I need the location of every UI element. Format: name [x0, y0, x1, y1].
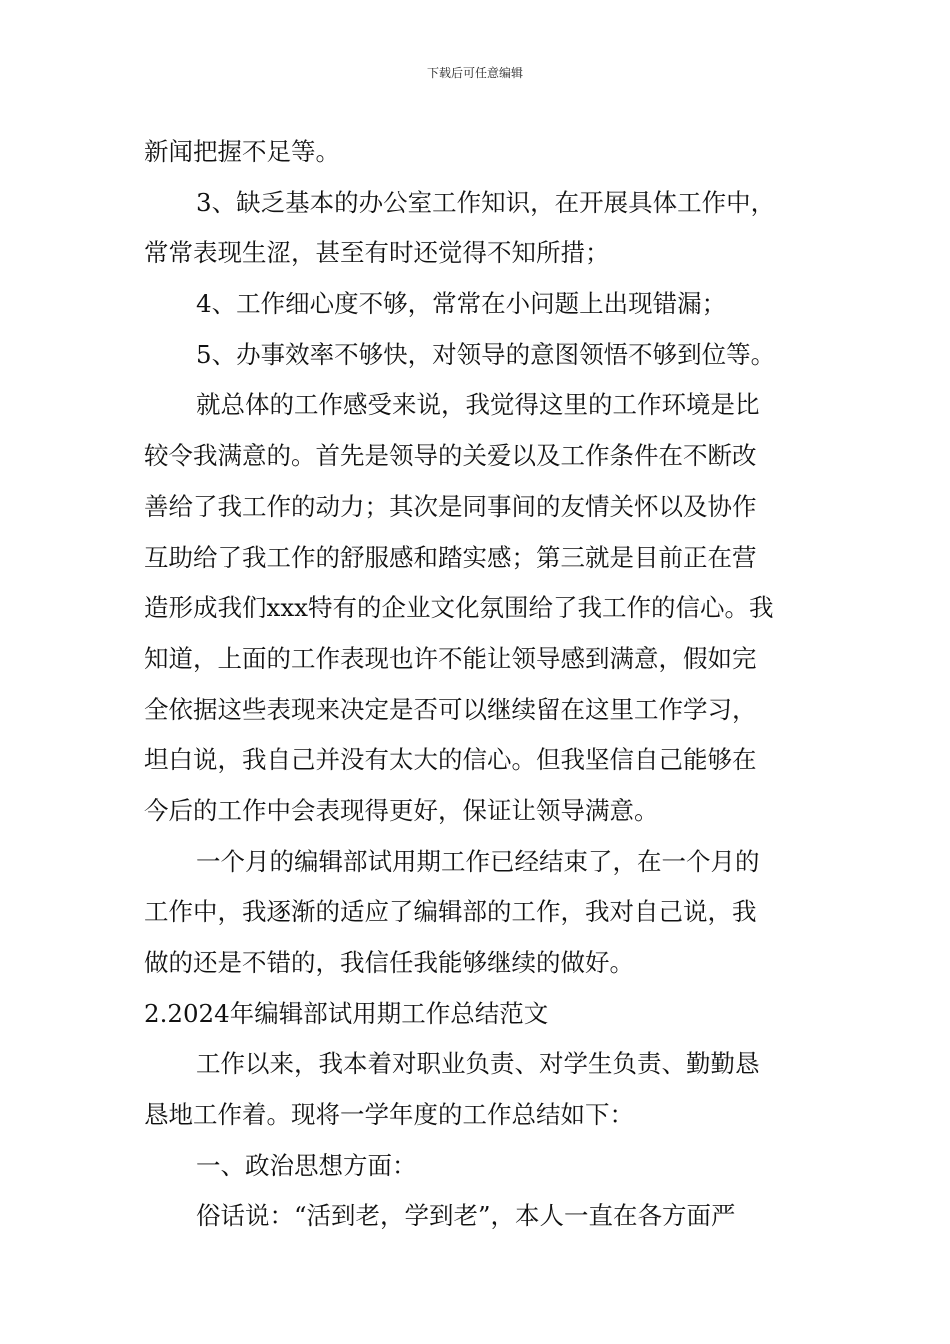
- text-line: 全依据这些表现来决定是否可以继续留在这里工作学习，: [144, 694, 757, 724]
- document-body: [144, 127, 808, 1242]
- text-line: 工作中，我逐渐的适应了编辑部的工作，我对自己说，我: [144, 897, 757, 927]
- text-line: 常常表现生涩，甚至有时还觉得不知所措；: [144, 238, 610, 268]
- subsection-heading: 一、政治思想方面：: [196, 1150, 417, 1180]
- list-item-3: 3、缺乏基本的办公室工作知识，在开展具体工作中，: [196, 187, 776, 217]
- section-heading: 2.2024年编辑部试用期工作总结范文: [144, 998, 549, 1028]
- text-line: 善给了我工作的动力；其次是同事间的友情关怀以及协作: [144, 491, 757, 521]
- text-line: 较令我满意的。首先是领导的关爱以及工作条件在不断改: [144, 441, 757, 471]
- text-line: 知道，上面的工作表现也许不能让领导感到满意，假如完: [144, 643, 757, 673]
- text-line: 造形成我们xxx特有的企业文化氛围给了我工作的信心。我: [144, 593, 774, 623]
- paragraph-start: 工作以来，我本着对职业负责、对学生负责、勤勤恳: [196, 1049, 760, 1079]
- paragraph-start: 就总体的工作感受来说，我觉得这里的工作环境是比: [196, 390, 760, 420]
- list-item-4: 4、工作细心度不够，常常在小问题上出现错漏；: [196, 289, 727, 319]
- page-header: 下载后可任意编辑: [426, 66, 523, 80]
- list-item-5: 5、办事效率不够快，对领导的意图领悟不够到位等。: [196, 339, 776, 369]
- text-line: 恳地工作着。现将一学年度的工作总结如下：: [144, 1100, 634, 1130]
- text-line: 今后的工作中会表现得更好，保证让领导满意。: [144, 795, 659, 825]
- text-line: 互助给了我工作的舒服感和踏实感；第三就是目前正在营: [144, 542, 757, 572]
- text-line: 新闻把握不足等。: [144, 137, 340, 166]
- text-line: 做的还是不错的，我信任我能够继续的做好。: [144, 948, 634, 977]
- paragraph-start: 一个月的编辑部试用期工作已经结束了，在一个月的: [196, 846, 760, 876]
- paragraph-start: 俗话说：“活到老，学到老”，本人一直在各方面严: [196, 1201, 736, 1231]
- text-line: 坦白说，我自己并没有太大的信心。但我坚信自己能够在: [144, 745, 757, 775]
